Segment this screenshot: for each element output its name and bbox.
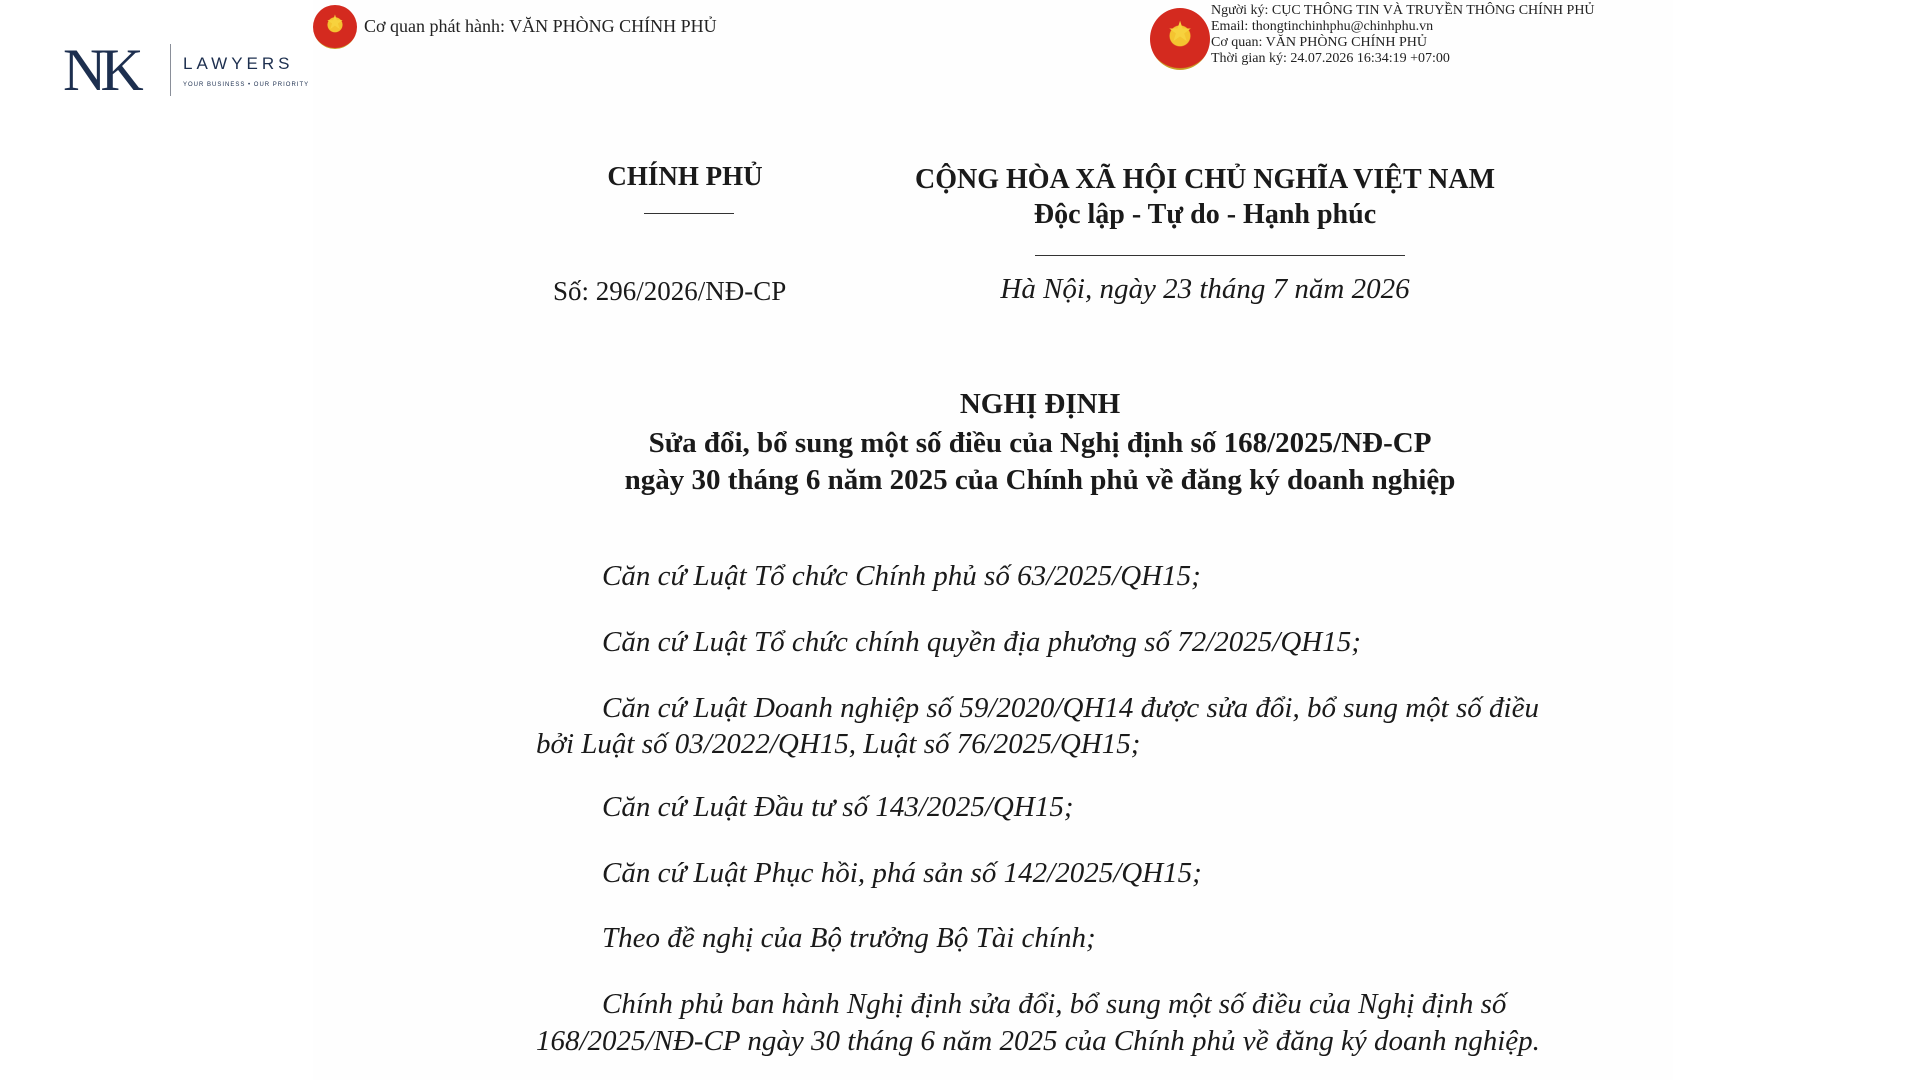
legal-basis-3: Căn cứ Luật Doanh nghiệp số 59/2020/QH14 được sửa đổi, bổ sung một số điều bởi Luật số 03/2022/QH15, Luật số 76/2025/QH15; xyxy=(536,692,1539,760)
legal-basis-5: Căn cứ Luật Phục hồi, phá sản số 142/2025/QH15; xyxy=(602,857,1202,889)
document-page xyxy=(313,0,1673,1080)
nk-lawyers-logo xyxy=(63,37,310,103)
motto-underline xyxy=(1035,255,1405,256)
signature-signer: Người ký: CỤC THÔNG TIN VÀ TRUYỀN THÔNG CHÍNH PHỦ xyxy=(1211,3,1595,18)
legal-basis-2: Căn cứ Luật Tổ chức chính quyền địa phương số 72/2025/QH15; xyxy=(602,626,1361,658)
promulgation-clause: Chính phủ ban hành Nghị định sửa đổi, bổ sung một số điều của Nghị định số 168/2025/NĐ-CP ngày 30 tháng 6 năm 2025 của Chính phủ về đăng ký doanh nghiệp. xyxy=(536,988,1540,1057)
logo-name: LAWYERS xyxy=(183,54,294,73)
national-motto: Độc lập - Tự do - Hạnh phúc xyxy=(1033,199,1377,230)
place-date: Hà Nội, ngày 23 tháng 7 năm 2026 xyxy=(1000,273,1410,305)
legal-basis-1: Căn cứ Luật Tổ chức Chính phủ số 63/2025/QH15; xyxy=(602,560,1201,592)
signature-time: Thời gian ký: 24.07.2026 16:34:19 +07:00 xyxy=(1211,51,1450,66)
issuer-line: Cơ quan phát hành: VĂN PHÒNG CHÍNH PHỦ xyxy=(364,16,717,36)
agency-underline xyxy=(644,213,734,214)
subject-line-1: Sửa đổi, bổ sung một số điều của Nghị định số 168/2025/NĐ-CP xyxy=(648,427,1432,459)
proposal-line: Theo đề nghị của Bộ trưởng Bộ Tài chính; xyxy=(602,922,1096,954)
digital-signature-block xyxy=(1211,3,1595,67)
signature-emblem-icon: ★ xyxy=(1150,8,1210,70)
logo-tagline: YOUR BUSINESS • OUR PRIORITY xyxy=(183,82,310,88)
country-name: CỘNG HÒA XÃ HỘI CHỦ NGHĨA VIỆT NAM xyxy=(914,164,1496,195)
legal-basis-4: Căn cứ Luật Đầu tư số 143/2025/QH15; xyxy=(602,791,1074,823)
signature-email: Email: thongtinchinhphu@chinhphu.vn xyxy=(1211,19,1434,34)
logo-divider xyxy=(170,44,171,96)
document-number: Số: 296/2026/NĐ-CP xyxy=(553,276,787,306)
national-emblem-icon: ★ xyxy=(313,5,357,49)
logo-mark: NK xyxy=(63,37,138,103)
subject-line-2: ngày 30 tháng 6 năm 2025 của Chính phủ về đăng ký doanh nghiệp xyxy=(624,464,1456,496)
document-subject xyxy=(540,425,1540,499)
signature-agency: Cơ quan: VĂN PHÒNG CHÍNH PHỦ xyxy=(1211,35,1427,50)
issuing-agency: CHÍNH PHỦ xyxy=(607,161,763,191)
document-type: NGHỊ ĐỊNH xyxy=(959,388,1121,420)
